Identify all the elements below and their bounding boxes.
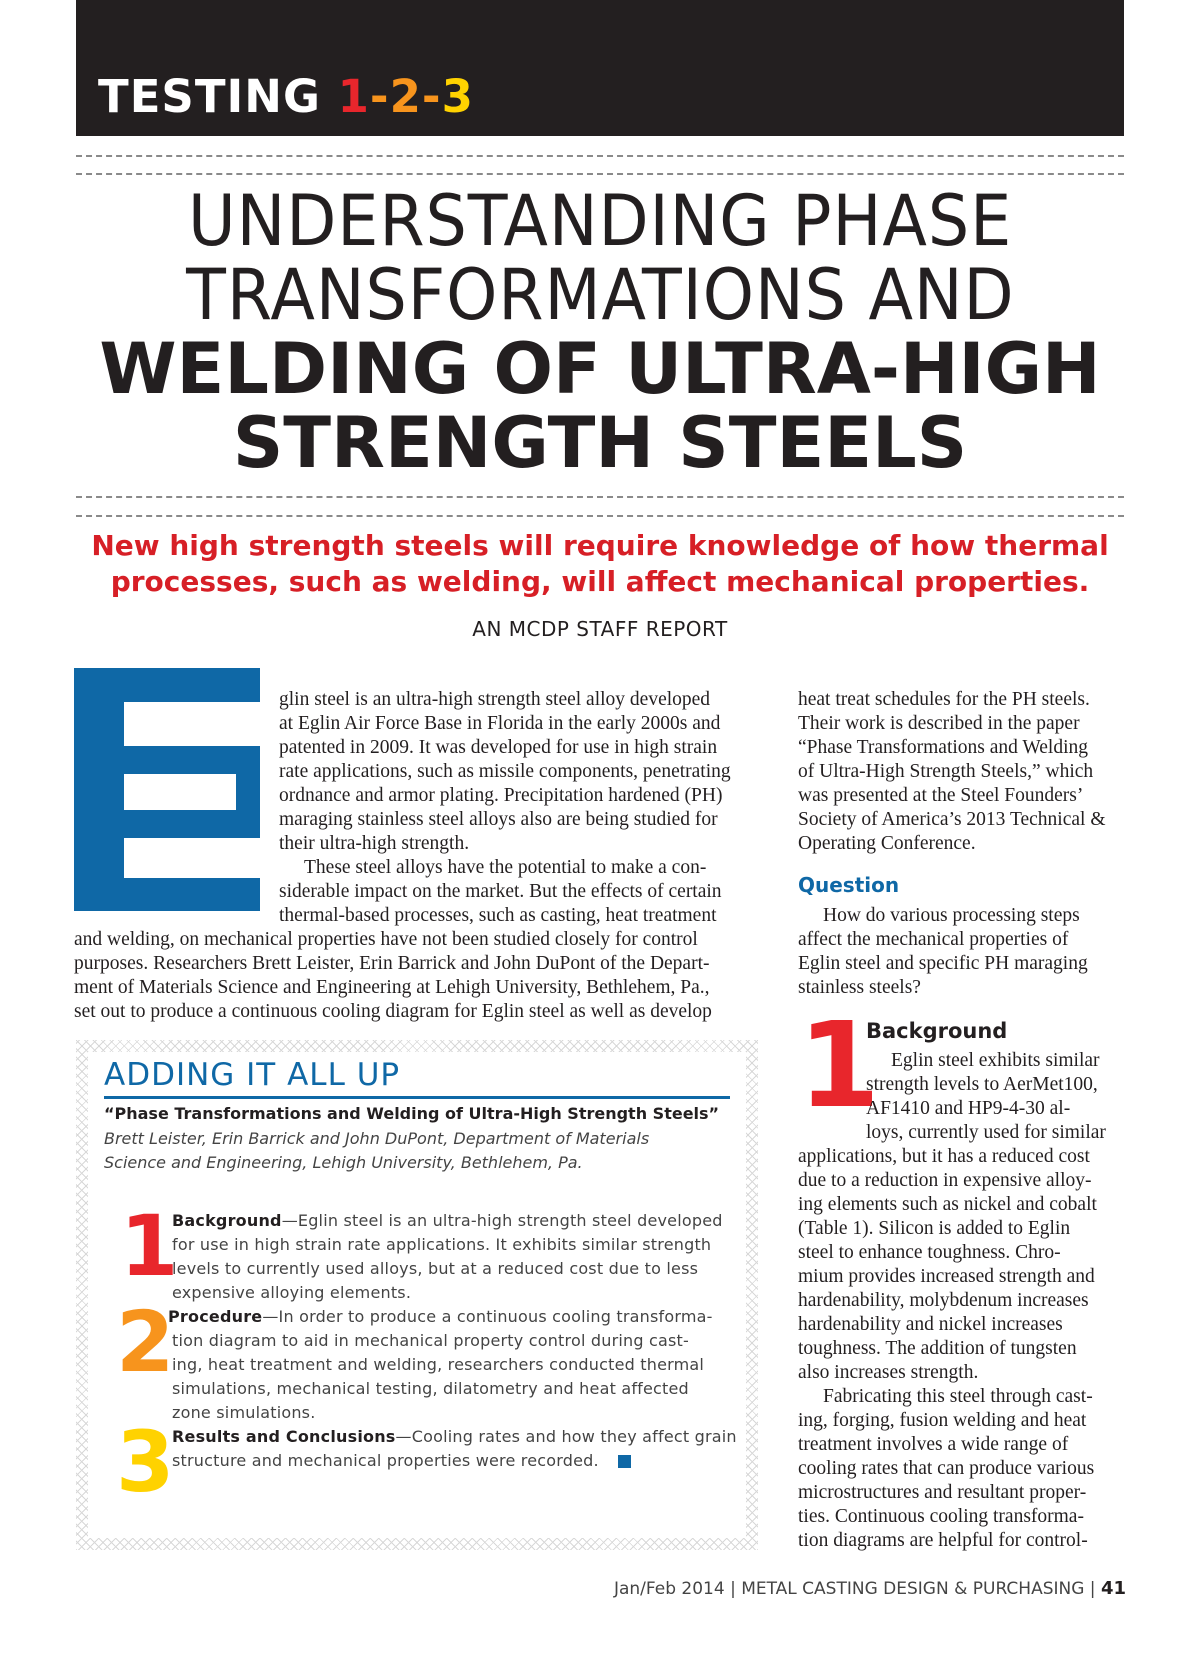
deck-line-2: processes, such as welding, will affect mechanical properties.: [110, 565, 1090, 598]
title-rule-bottom-1: [76, 496, 1124, 498]
page-number: 41: [1100, 1578, 1126, 1599]
byline: AN MCDP STAFF REPORT: [472, 617, 728, 641]
sidebar-item-1-text: —Eglin steel is an ultra-high strength steel developed: [281, 1211, 723, 1230]
body-line: glin steel is an ultra-high strength steel alloy developed: [279, 689, 711, 710]
body-line: rate applications, such as missile components, penetrating: [279, 761, 731, 782]
sidebar-item-2-label: Procedure: [168, 1307, 263, 1326]
sidebar-item-1-line: expensive alloying elements.: [172, 1283, 412, 1302]
title-line-1-text: UNDERSTANDING PHASE: [187, 180, 1013, 262]
section-dash-1: -: [369, 70, 390, 123]
title-rule-top-2: [76, 173, 1124, 175]
body-line: due to a reduction in expensive alloy-: [798, 1170, 1092, 1191]
body-line: their ultra-high strength.: [279, 833, 470, 854]
body-line: at Eglin Air Force Base in Florida in the early 2000s and: [279, 713, 721, 734]
title-line-4: [0, 402, 1200, 484]
section-title: [98, 70, 474, 123]
sidebar-item-3-line: structure and mechanical properties were recorded.: [172, 1451, 599, 1470]
title-line-2: [0, 254, 1200, 336]
sidebar-item-2-line: tion diagram to aid in mechanical property control during cast-: [172, 1331, 689, 1350]
body-line: also increases strength.: [798, 1362, 979, 1383]
sidebar-item-1-label: Background: [172, 1211, 282, 1230]
sidebar-item-2-line: [168, 1307, 713, 1326]
sidebar-item-3-text: —Cooling rates and how they affect grain: [395, 1427, 737, 1446]
body-line: loys, currently used for similar: [866, 1122, 1106, 1143]
body-line: ment of Materials Science and Engineering at Lehigh University, Bethlehem, Pa.,: [74, 977, 710, 998]
section-banner: [76, 0, 1124, 136]
deck: [70, 528, 1130, 600]
sidebar-item-3-label: Results and Conclusions: [172, 1427, 396, 1446]
sidebar-authors-line-2: Science and Engineering, Lehigh University, Bethlehem, Pa.: [104, 1153, 583, 1172]
body-line: stainless steels?: [798, 977, 921, 998]
body-line: Fabricating this steel through cast-: [823, 1386, 1093, 1407]
section-number-2: 2: [389, 70, 422, 123]
title-line-2-text: TRANSFORMATIONS AND: [185, 254, 1015, 336]
sidebar-paper-title: “Phase Transformations and Welding of Ultra-High Strength Steels”: [104, 1104, 720, 1123]
sidebar-title: ADDING IT ALL UP: [104, 1057, 401, 1093]
section-dash-2: -: [421, 70, 442, 123]
sidebar-item-number-2: 2: [116, 1293, 175, 1391]
body-line: heat treat schedules for the PH steels.: [798, 689, 1090, 710]
body-line: microstructures and resultant proper-: [798, 1482, 1087, 1503]
title-line-3: [0, 328, 1200, 410]
body-line: was presented at the Steel Founders’: [798, 785, 1084, 806]
section-number-3: 3: [441, 70, 474, 123]
body-line: mium provides increased strength and: [798, 1266, 1095, 1287]
sidebar-authors-line-1: Brett Leister, Erin Barrick and John DuPont, Department of Materials: [104, 1129, 650, 1148]
section-number-1: 1: [337, 70, 370, 123]
body-line: maraging stainless steel alloys also are being studied for: [279, 809, 718, 830]
body-line: How do various processing steps: [823, 905, 1080, 926]
body-line: patented in 2009. It was developed for use in high strain: [279, 737, 718, 758]
body-line: AF1410 and HP9-4-30 al-: [866, 1098, 1071, 1119]
background-heading: Background: [866, 1019, 1008, 1043]
body-line: ordnance and armor plating. Precipitation hardened (PH): [279, 785, 723, 806]
body-line: “Phase Transformations and Welding: [798, 737, 1089, 758]
background-number: 1: [798, 996, 881, 1134]
body-line: These steel alloys have the potential to make a con-: [304, 857, 707, 878]
body-line: strength levels to AerMet100,: [866, 1074, 1098, 1095]
sidebar-item-1-line: [172, 1211, 723, 1230]
sidebar-item-2-line: zone simulations.: [172, 1403, 316, 1422]
footer-magazine: METAL CASTING DESIGN & PURCHASING: [741, 1579, 1085, 1599]
body-line: affect the mechanical properties of: [798, 929, 1069, 950]
body-line: steel to enhance toughness. Chro-: [798, 1242, 1061, 1263]
body-line: set out to produce a continuous cooling diagram for Eglin steel as well as develop: [74, 1001, 712, 1022]
sidebar-item-3-line: [172, 1427, 737, 1446]
body-line: Operating Conference.: [798, 833, 976, 854]
sidebar-item-1-line: levels to currently used alloys, but at a reduced cost due to less: [172, 1259, 699, 1278]
question-heading: Question: [798, 873, 900, 897]
body-line: Their work is described in the paper: [798, 713, 1080, 734]
sidebar-item-2-text: —In order to produce a continuous cooling transforma-: [262, 1307, 713, 1326]
body-line: Society of America’s 2013 Technical &: [798, 809, 1106, 830]
sidebar-item-2-line: simulations, mechanical testing, dilatometry and heat affected: [172, 1379, 689, 1398]
body-line: siderable impact on the market. But the effects of certain: [279, 881, 722, 902]
title-rule-top-1: [76, 155, 1124, 157]
body-line: ties. Continuous cooling transforma-: [798, 1506, 1084, 1527]
body-line: thermal-based processes, such as casting, heat treatment: [279, 905, 717, 926]
drop-cap: [74, 668, 260, 911]
body-line: ing elements such as nickel and cobalt: [798, 1194, 1097, 1215]
deck-line-1: New high strength steels will require knowledge of how thermal: [91, 529, 1109, 562]
footer-separator: |: [730, 1579, 736, 1599]
title-line-1: [0, 180, 1200, 262]
body-line: toughness. The addition of tungsten: [798, 1338, 1077, 1359]
footer-issue: Jan/Feb 2014: [613, 1579, 725, 1599]
body-line: Eglin steel exhibits similar: [891, 1050, 1100, 1071]
sidebar-item-number-1: 1: [120, 1197, 179, 1295]
body-line: cooling rates that can produce various: [798, 1458, 1095, 1479]
title-line-4-text: STRENGTH STEELS: [232, 402, 968, 484]
body-line: hardenability, molybdenum increases: [798, 1290, 1089, 1311]
body-line: ing, forging, fusion welding and heat: [798, 1410, 1087, 1431]
drop-cap-letter: [74, 668, 260, 911]
sidebar-title-rule: [104, 1096, 730, 1099]
end-mark: [618, 1455, 631, 1468]
section-word: TESTING: [98, 70, 321, 123]
body-line: (Table 1). Silicon is added to Eglin: [798, 1218, 1071, 1239]
body-line: hardenability and nickel increases: [798, 1314, 1063, 1335]
body-line: applications, but it has a reduced cost: [798, 1146, 1090, 1167]
title-rule-bottom-2: [76, 515, 1124, 517]
sidebar-item-2-line: ing, heat treatment and welding, researchers conducted thermal: [172, 1355, 705, 1374]
sidebar-item-number-3: 3: [116, 1413, 175, 1511]
body-line: of Ultra-High Strength Steels,” which: [798, 761, 1094, 782]
page-footer: [0, 1578, 1126, 1599]
body-line: and welding, on mechanical properties have not been studied closely for control: [74, 929, 698, 950]
sidebar-item-1-line: for use in high strain rate applications. It exhibits similar strength: [172, 1235, 712, 1254]
body-line: treatment involves a wide range of: [798, 1434, 1069, 1455]
footer-separator: |: [1089, 1579, 1096, 1599]
body-line: purposes. Researchers Brett Leister, Erin Barrick and John DuPont of the Depart-: [74, 953, 710, 974]
body-line: Eglin steel and specific PH maraging: [798, 953, 1088, 974]
title-line-3-text: WELDING OF ULTRA-HIGH: [99, 328, 1101, 410]
body-line: tion diagrams are helpful for control-: [798, 1530, 1088, 1551]
